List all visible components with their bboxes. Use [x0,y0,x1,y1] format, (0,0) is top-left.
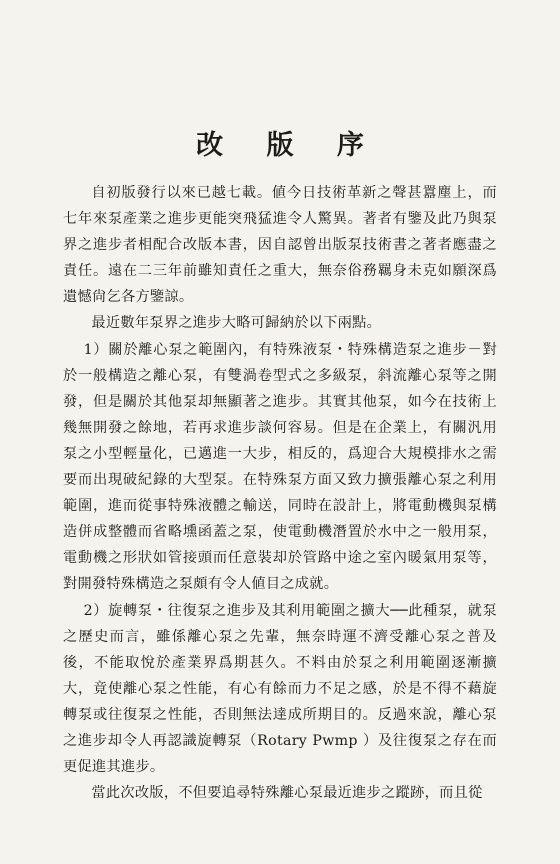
page-title: 改 版 序 [196,130,381,162]
paragraph-5: 當此次改版，不但要追尋特殊離心泵最近進步之蹤跡，而且從 [91,785,483,802]
paragraph-1: 自初版發行以來已越七載。値今日技術革新之聲甚囂塵上，而七年來泵產業之進步更能突飛猛進令人驚異。著者有鑒及此乃與泵界之進步者相配合改版本書，因自認曾出版泵技術書之著者應盡之責任。遠在二三年前雖知責任之重大，無奈俗務羈身未克如願深爲遺憾尙乞各方鑒諒。 [63,185,497,306]
paragraph-4: 2）旋轉泵・往復泵之進步及其利用範圍之擴大──此種泵，就泵之歷史而言，雖係離心泵之先輩，無奈時運不濟受離心泵之普及後，不能取悅於產業界爲期甚久。不料由於泵之利用範圍逐漸擴大，竟使離心泵之性能，有心有餘而力不足之感，於是不得不藉旋轉泵或往復泵之性能，否則無法達成所期目的。反過來說，離心泵之進步却令人再認識旋轉泵（Rotary Pwmp ）及往復泵之存在而更促進其進步。 [63,602,497,776]
paragraph-2: 最近數年泵界之進步大略可歸納於以下兩點。 [91,315,382,332]
preface-body [63,180,497,806]
paragraph-3: 1）關於離心泵之範圍內，有特殊液泵・特殊構造泵之進步－對於一般構造之離心泵，有雙渦卷型式之多級泵，斜流離心泵等之開發，但是關於其他泵却無顯著之進步。其實其他泵，如今在技術上幾無開發之餘地，若再求進步談何容易。但是在企業上，有關汎用泵之小型輕量化，已邁進一大步，相反的，爲迎合大規模排水之需要而出現破紀錄的大型泵。在特殊泵方面又致力擴張離心泵之利用範圍，進而從事特殊液體之輸送，同時在設計上，將電動機與泵構造併成整體而省略壎函蓋之泵，使電動機潛置於水中之一般用泵，電動機之形狀如管接頭而任意裝却於管路中途之室內暖氣用泵等，對開發特殊構造之泵頗有令人値目之成就。 [63,341,497,593]
